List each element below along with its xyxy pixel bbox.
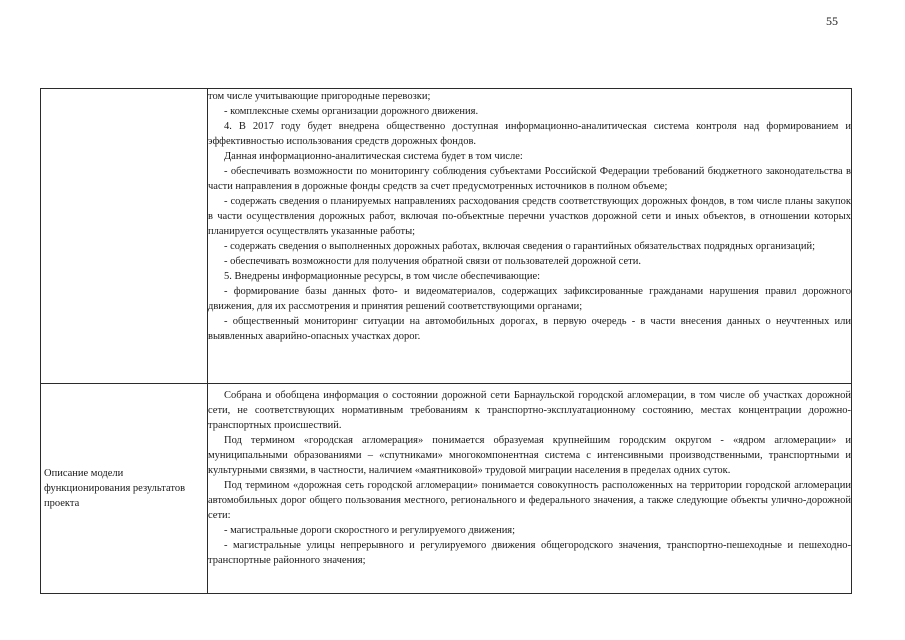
paragraph: 5. Внедрены информационные ресурсы, в том числе обеспечивающие: [224,271,541,282]
paragraph: Данная информационно-аналитическая система будет в том числе: [224,151,523,162]
table-row [41,384,852,594]
paragraph: - комплексные схемы организации дорожного движения. [224,106,479,117]
row-content-cell [208,89,852,384]
paragraph: - общественный мониторинг ситуации на автомобильных дорогах, в первую очередь - в части внесения данных о неучтенных или выявленных аварийно-опасных участках дорог. [208,316,851,342]
paragraph: Под термином «городская агломерация» понимается образуемая крупнейшим городским округом - «ядром агломерации» и муниципальными образованиями – «спутниками» многокомпонентная система с интенсивными производственными, транспортными и культурными связями, в частности, наличием «маятниковой» трудовой миграции населения в пределах одних суток. [208,435,851,476]
paragraph: - формирование базы данных фото- и видеоматериалов, содержащих зафиксированные гражданами нарушения правил дорожного движения, для их рассмотрения и принятия решений соответствующими органами; [208,286,851,312]
paragraph: Собрана и обобщена информация о состоянии дорожной сети Барнаульской городской агломерации, в том числе об участках дорожной сети, не соответствующих нормативным требованиям к транспортно-эксплуатационному состоянию, местах концентрации дорожно-транспортных происшествий. [208,390,851,431]
paragraph: - обеспечивать возможности по мониторингу соблюдения субъектами Российской Федерации требований бюджетного законодательства в части направления в дорожные фонды средств за счет предусмотренных источников в полном объеме; [208,166,851,192]
table-row [41,89,852,384]
paragraph: - магистральные дороги скоростного и регулируемого движения; [224,525,516,536]
row-label-cell [41,89,208,384]
paragraph: - содержать сведения о выполненных дорожных работах, включая сведения о гарантийных обязательствах подрядных организаций; [224,241,815,252]
paragraph: 4. В 2017 году будет внедрена общественно доступная информационно-аналитическая система контроля над формированием и эффективностью использования средств дорожных фондов. [208,121,851,147]
row-content-cell [208,384,852,594]
row-label-cell: Описание модели функционирования результатов проекта [41,384,208,594]
paragraph: - обеспечивать возможности для получения обратной связи от пользователей дорожной сети. [224,256,641,267]
paragraph: том числе учитывающие пригородные перевозки; [208,91,431,102]
project-table [40,88,852,594]
page-number: 55 [826,14,838,28]
paragraph: Под термином «дорожная сеть городской агломерации» понимается совокупность расположенных на территории городской агломерации автомобильных дорог общего пользования местного, регионального и федерального значения, а также следующие объекты улично-дорожной сети: [208,480,851,521]
paragraph: - содержать сведения о планируемых направлениях расходования средств соответствующих дорожных фондов, в том числе планы закупок в части осуществления дорожных работ, включая по-объектные перечни участков дорожной сети и иных объектов, в отношении которых планируется осуществлять указанные работы; [208,196,851,237]
paragraph: - магистральные улицы непрерывного и регулируемого движения общегородского значения, транспортно-пешеходные и пешеходно-транспортные районного значения; [208,540,851,566]
